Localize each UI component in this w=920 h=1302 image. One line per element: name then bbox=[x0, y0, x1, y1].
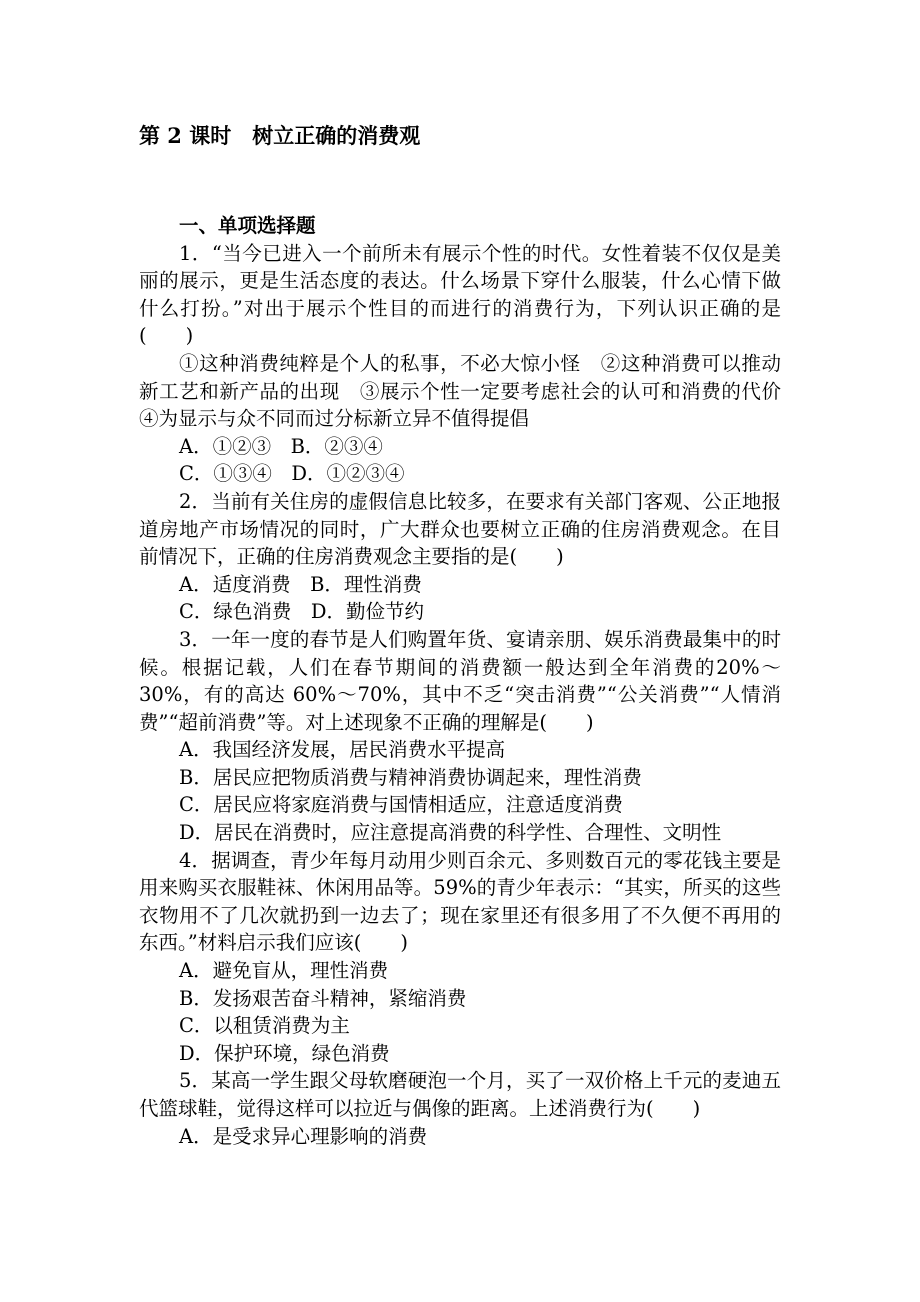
question-4-stem: 4．据调查，青少年每月动用少则百余元、多则数百元的零花钱主要是用来购买衣服鞋袜、休闲用品等。59%的青少年表示：“其实，所买的这些衣物用不了几次就扔到一边去了；现在家里还有很多用了不久便不再用的东西。”材料启示我们应该( ) bbox=[139, 848, 781, 955]
question-3-option-b: B．居民应把物质消费与精神消费协调起来，理性消费 bbox=[179, 765, 642, 789]
question-3-option-d: D．居民在消费时，应注意提高消费的科学性、合理性、文明性 bbox=[179, 821, 722, 845]
question-content bbox=[139, 212, 801, 1150]
question-2-options-row-1: A．适度消费 B．理性消费 bbox=[179, 572, 422, 596]
question-1-options-row-2: C．①③④ D．①②③④ bbox=[179, 462, 405, 486]
question-5-option-a: A．是受求异心理影响的消费 bbox=[179, 1124, 428, 1148]
question-4-option-b: B．发扬艰苦奋斗精神，紧缩消费 bbox=[179, 986, 467, 1010]
question-3-option-a: A．我国经济发展，居民消费水平提高 bbox=[179, 738, 506, 762]
lesson-title: 第 2 课时 树立正确的消费观 bbox=[139, 123, 421, 148]
question-4-option-d: D．保护环境，绿色消费 bbox=[179, 1041, 390, 1065]
question-2-stem: 2．当前有关住房的虚假信息比较多，在要求有关部门客观、公正地报道房地产市场情况的同时，广大群众也要树立正确的住房消费观念。在目前情况下，正确的住房消费观念主要指的是( ) bbox=[139, 489, 781, 569]
question-4-option-c: C．以租赁消费为主 bbox=[179, 1014, 350, 1038]
section-heading: 一、单项选择题 bbox=[179, 214, 316, 237]
question-2-options-row-2: C．绿色消费 D．勤俭节约 bbox=[179, 600, 425, 624]
question-1-options-row-1: A．①②③ B．②③④ bbox=[179, 434, 383, 458]
question-3-stem: 3．一年一度的春节是人们购置年货、宴请亲朋、娱乐消费最集中的时候。根据记载，人们在春节期间的消费额一般达到全年消费的20%～30%，有的高达 60%～70%，其中不乏“突击消费”“公关消费”“人情消费”“超前消费”等。对上述现象不正确的理解是( ) bbox=[139, 627, 781, 734]
question-1-stem: 1．“当今已进入一个前所未有展示个性的时代。女性着装不仅仅是美丽的展示，更是生活态度的表达。什么场景下穿什么服装，什么心情下做什么打扮。”对出于展示个性目的而进行的消费行为，下列认识正确的是( ) bbox=[139, 241, 781, 348]
question-3-option-c: C．居民应将家庭消费与国情相适应，注意适度消费 bbox=[179, 793, 623, 817]
question-4-option-a: A．避免盲从，理性消费 bbox=[179, 959, 389, 983]
question-1-statements: ①这种消费纯粹是个人的私事，不必大惊小怪 ②这种消费可以推动新工艺和新产品的出现 ③展示个性一定要考虑社会的认可和消费的代价 ④为显示与众不同而过分标新立异不值得提倡 bbox=[139, 351, 801, 431]
question-5-stem: 5．某高一学生跟父母软磨硬泡一个月，买了一双价格上千元的麦迪五代篮球鞋，觉得这样可以拉近与偶像的距离。上述消费行为( ) bbox=[139, 1069, 781, 1120]
